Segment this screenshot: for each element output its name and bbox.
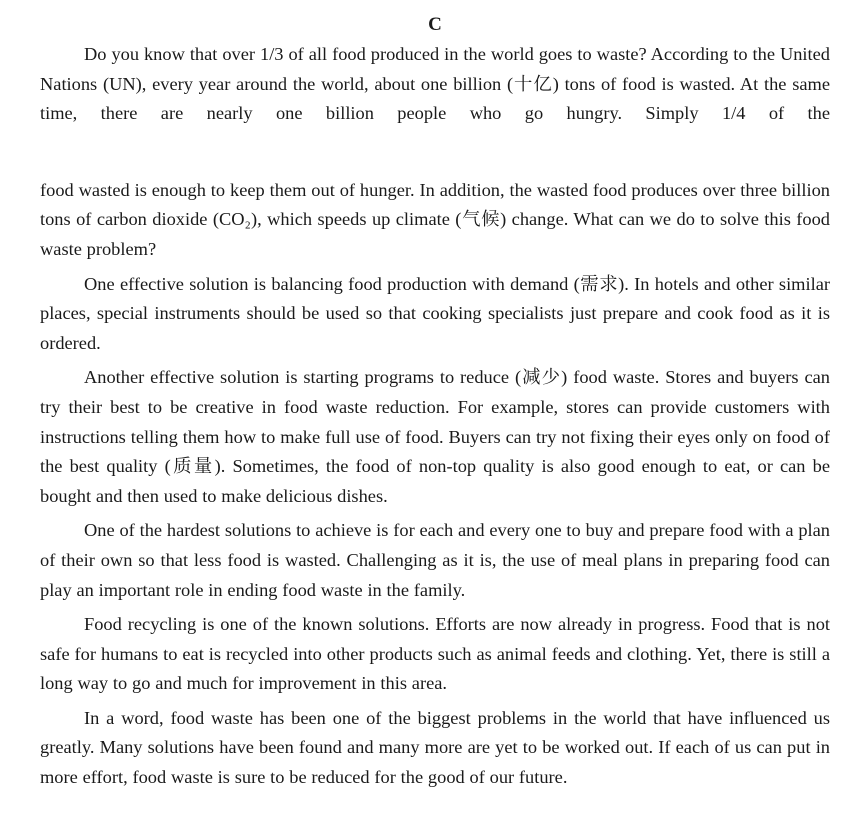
paragraph-intro-continued: food wasted is enough to keep them out of hunger. In addition, the wasted food produces over three billion tons of carbon dioxide (CO₂), which speeds up climate (气候) change. What can we do to solve this food waste problem? — [40, 179, 830, 259]
document-page — [40, 12, 830, 793]
section-label: C — [428, 14, 442, 35]
page-break-gap — [40, 129, 830, 176]
paragraph-conclusion: In a word, food waste has been one of the biggest problems in the world that have influenced us greatly. Many solutions have been found and many more are yet to be worked out. If each of us can put in more effort, food waste is sure to be reduced for the good of our future. — [40, 707, 830, 788]
paragraph-solution-balance: One effective solution is balancing food production with demand (需求). In hotels and other similar places, special instruments should be used so that cooking specialists just prepare and cook food as it is ordered. — [40, 273, 830, 353]
paragraph-intro: Do you know that over 1/3 of all food produced in the world goes to waste? According to the United Nations (UN), every year around the world, about one billion (十亿) tons of food is wasted. At the same time, there are nearly one billion people who go hungry. Simply 1/4 of the — [40, 44, 830, 124]
paragraph-solution-recycling: Food recycling is one of the known solutions. Efforts are now already in progress. Food that is not safe for humans to eat is recycled into other products such as animal feeds and clothing. Yet, there is still a long way to go and much for improvement in this area. — [40, 614, 830, 694]
paragraph-solution-programs: Another effective solution is starting programs to reduce (减少) food waste. Stores and buyers can try their best to be creative in food waste reduction. For example, stores can provide customers with instructions telling them how to make full use of food. Buyers can try not fixing their eyes only on food of the best quality (质量). Sometimes, the food of non-top quality is also good enough to eat, or can be bought and then used to make delicious dishes. — [40, 367, 830, 506]
paragraph-solution-meal-plans: One of the hardest solutions to achieve is for each and every one to buy and prepare food with a plan of their own so that less food is wasted. Challenging as it is, the use of meal plans in preparing food can play an important role in ending food waste in the family. — [40, 520, 830, 600]
